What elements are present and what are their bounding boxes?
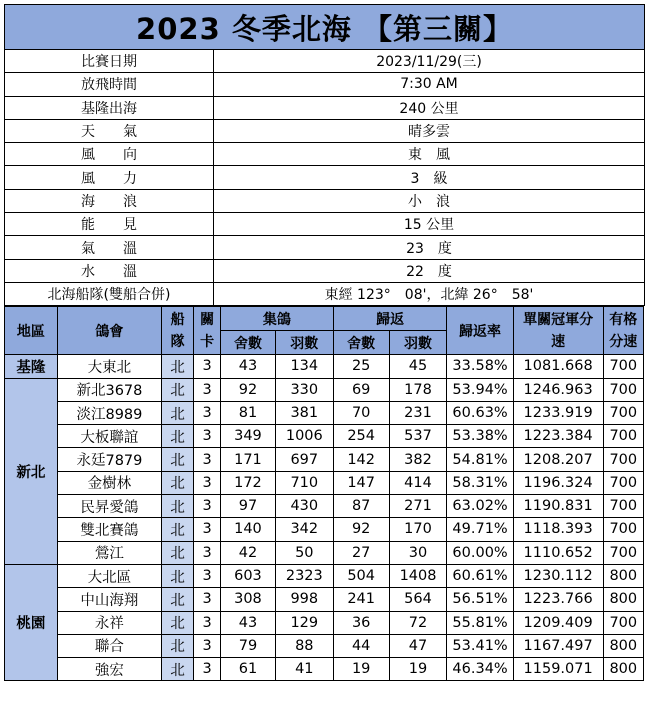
club-name: 雙北賽鴿: [57, 518, 161, 541]
champion-speed-cell: 1167.497: [513, 634, 603, 657]
champion-speed-cell: 1246.963: [513, 378, 603, 401]
info-row: [5, 189, 645, 212]
gate-cell: 3: [194, 495, 221, 518]
qualifying-speed-cell: 700: [603, 355, 643, 378]
lofts-cell: 349: [221, 425, 276, 448]
return-rate-cell: 53.38%: [447, 425, 513, 448]
info-label: 天 氣: [5, 119, 214, 142]
boat-cell: 北: [162, 448, 194, 471]
birds-cell: 88: [275, 634, 333, 657]
returned-birds-cell: 19: [389, 658, 447, 681]
gate-cell: 3: [194, 564, 221, 587]
returned-lofts-cell: 25: [333, 355, 389, 378]
boat-cell: 北: [162, 564, 194, 587]
header-returned: 歸返: [333, 307, 447, 331]
returned-birds-cell: 231: [389, 401, 447, 424]
qualifying-speed-cell: 700: [603, 448, 643, 471]
returned-birds-cell: 271: [389, 495, 447, 518]
boat-cell: 北: [162, 634, 194, 657]
gate-cell: 3: [194, 634, 221, 657]
returned-lofts-cell: 27: [333, 541, 389, 564]
table-row: [5, 564, 644, 587]
champion-speed-cell: 1223.766: [513, 588, 603, 611]
return-rate-cell: 55.81%: [447, 611, 513, 634]
returned-lofts-cell: 70: [333, 401, 389, 424]
lofts-cell: 81: [221, 401, 276, 424]
header-returned-lofts: 舍數: [333, 331, 389, 355]
info-label: 北海船隊(雙船合併): [5, 282, 214, 305]
club-name: 永祥: [57, 611, 161, 634]
boat-cell: 北: [162, 611, 194, 634]
lofts-cell: 42: [221, 541, 276, 564]
lofts-cell: 603: [221, 564, 276, 587]
birds-cell: 430: [275, 495, 333, 518]
table-row: [5, 634, 644, 657]
qualifying-speed-cell: 700: [603, 541, 643, 564]
return-rate-cell: 53.41%: [447, 634, 513, 657]
returned-lofts-cell: 142: [333, 448, 389, 471]
info-value: 3 級: [214, 166, 645, 189]
qualifying-speed-cell: 700: [603, 611, 643, 634]
info-label: 比賽日期: [5, 50, 214, 73]
table-row: [5, 425, 644, 448]
club-name: 淡江8989: [57, 401, 161, 424]
table-row: [5, 588, 644, 611]
lofts-cell: 140: [221, 518, 276, 541]
info-row: [5, 73, 645, 96]
return-rate-cell: 56.51%: [447, 588, 513, 611]
info-row: [5, 119, 645, 142]
returned-lofts-cell: 92: [333, 518, 389, 541]
returned-birds-cell: 178: [389, 378, 447, 401]
boat-cell: 北: [162, 518, 194, 541]
boat-cell: 北: [162, 355, 194, 378]
lofts-cell: 308: [221, 588, 276, 611]
return-rate-cell: 46.34%: [447, 658, 513, 681]
info-label: 風 向: [5, 143, 214, 166]
boat-cell: 北: [162, 495, 194, 518]
info-label: 海 浪: [5, 189, 214, 212]
info-label: 能 見: [5, 213, 214, 236]
header-region: 地區: [5, 307, 58, 355]
club-name: 金樹林: [57, 471, 161, 494]
return-rate-cell: 33.58%: [447, 355, 513, 378]
returned-birds-cell: 30: [389, 541, 447, 564]
info-row: [5, 259, 645, 282]
champion-speed-cell: 1233.919: [513, 401, 603, 424]
gate-cell: 3: [194, 425, 221, 448]
lofts-cell: 97: [221, 495, 276, 518]
table-row: [5, 518, 644, 541]
club-name: 永廷7879: [57, 448, 161, 471]
gate-cell: 3: [194, 518, 221, 541]
table-row: [5, 541, 644, 564]
birds-cell: 129: [275, 611, 333, 634]
return-rate-cell: 49.71%: [447, 518, 513, 541]
info-row: [5, 143, 645, 166]
return-rate-cell: 63.02%: [447, 495, 513, 518]
header-club: 鴿會: [57, 307, 161, 355]
returned-lofts-cell: 241: [333, 588, 389, 611]
birds-cell: 330: [275, 378, 333, 401]
info-value: 2023/11/29(三): [214, 50, 645, 73]
boat-cell: 北: [162, 425, 194, 448]
birds-cell: 998: [275, 588, 333, 611]
club-name: 民昇愛鴿: [57, 495, 161, 518]
returned-lofts-cell: 147: [333, 471, 389, 494]
info-label: 氣 溫: [5, 236, 214, 259]
returned-birds-cell: 1408: [389, 564, 447, 587]
info-value: 240 公里: [214, 96, 645, 119]
info-label: 風 力: [5, 166, 214, 189]
club-name: 大東北: [57, 355, 161, 378]
gate-cell: 3: [194, 378, 221, 401]
return-rate-cell: 58.31%: [447, 471, 513, 494]
lofts-cell: 43: [221, 355, 276, 378]
info-row: [5, 213, 645, 236]
birds-cell: 381: [275, 401, 333, 424]
return-rate-cell: 60.61%: [447, 564, 513, 587]
qualifying-speed-cell: 800: [603, 658, 643, 681]
header-gate: 關卡: [194, 307, 221, 355]
club-name: 聯合: [57, 634, 161, 657]
club-name: 大北區: [57, 564, 161, 587]
champion-speed-cell: 1223.384: [513, 425, 603, 448]
table-row: [5, 471, 644, 494]
qualifying-speed-cell: 800: [603, 634, 643, 657]
info-value: 23 度: [214, 236, 645, 259]
club-name: 大板聯誼: [57, 425, 161, 448]
table-row: [5, 355, 644, 378]
results-table: [4, 306, 644, 681]
returned-birds-cell: 564: [389, 588, 447, 611]
birds-cell: 1006: [275, 425, 333, 448]
birds-cell: 50: [275, 541, 333, 564]
header-lofts: 舍數: [221, 331, 276, 355]
returned-birds-cell: 382: [389, 448, 447, 471]
return-rate-cell: 60.00%: [447, 541, 513, 564]
results-body: [5, 355, 644, 681]
boat-cell: 北: [162, 588, 194, 611]
info-value: 小 浪: [214, 189, 645, 212]
return-rate-cell: 53.94%: [447, 378, 513, 401]
club-name: 強宏: [57, 658, 161, 681]
boat-cell: 北: [162, 471, 194, 494]
race-results-sheet: [4, 4, 644, 681]
returned-birds-cell: 414: [389, 471, 447, 494]
returned-lofts-cell: 19: [333, 658, 389, 681]
champion-speed-cell: 1190.831: [513, 495, 603, 518]
gate-cell: 3: [194, 401, 221, 424]
champion-speed-cell: 1110.652: [513, 541, 603, 564]
lofts-cell: 171: [221, 448, 276, 471]
returned-birds-cell: 45: [389, 355, 447, 378]
qualifying-speed-cell: 700: [603, 425, 643, 448]
returned-birds-cell: 72: [389, 611, 447, 634]
info-label: 水 溫: [5, 259, 214, 282]
champion-speed-cell: 1159.071: [513, 658, 603, 681]
champion-speed-cell: 1118.393: [513, 518, 603, 541]
champion-speed-cell: 1209.409: [513, 611, 603, 634]
boat-cell: 北: [162, 401, 194, 424]
returned-birds-cell: 537: [389, 425, 447, 448]
boat-cell: 北: [162, 658, 194, 681]
gate-cell: 3: [194, 448, 221, 471]
race-info-list: [5, 50, 645, 306]
table-row: [5, 448, 644, 471]
gate-cell: 3: [194, 611, 221, 634]
region-cell: 桃園: [5, 564, 58, 680]
info-row: [5, 166, 645, 189]
table-row: [5, 378, 644, 401]
info-row: [5, 236, 645, 259]
lofts-cell: 61: [221, 658, 276, 681]
info-value: 晴多雲: [214, 119, 645, 142]
results-header: [5, 307, 644, 355]
info-value: 22 度: [214, 259, 645, 282]
birds-cell: 134: [275, 355, 333, 378]
gate-cell: 3: [194, 355, 221, 378]
gate-cell: 3: [194, 658, 221, 681]
returned-lofts-cell: 36: [333, 611, 389, 634]
boat-cell: 北: [162, 378, 194, 401]
info-row: [5, 50, 645, 73]
table-row: [5, 611, 644, 634]
gate-cell: 3: [194, 471, 221, 494]
info-value: 7:30 AM: [214, 73, 645, 96]
qualifying-speed-cell: 700: [603, 378, 643, 401]
info-row: [5, 282, 645, 305]
returned-lofts-cell: 44: [333, 634, 389, 657]
birds-cell: 41: [275, 658, 333, 681]
birds-cell: 2323: [275, 564, 333, 587]
champion-speed-cell: 1081.668: [513, 355, 603, 378]
info-table: [4, 4, 645, 306]
table-row: [5, 401, 644, 424]
champion-speed-cell: 1230.112: [513, 564, 603, 587]
info-value: 東經 123° 08'，北緯 26° 58': [214, 282, 645, 305]
qualifying-speed-cell: 700: [603, 471, 643, 494]
qualifying-speed-cell: 700: [603, 401, 643, 424]
champion-speed-cell: 1208.207: [513, 448, 603, 471]
returned-lofts-cell: 87: [333, 495, 389, 518]
lofts-cell: 172: [221, 471, 276, 494]
header-returned-birds: 羽數: [389, 331, 447, 355]
qualifying-speed-cell: 700: [603, 495, 643, 518]
club-name: 新北3678: [57, 378, 161, 401]
info-value: 東 風: [214, 143, 645, 166]
return-rate-cell: 60.63%: [447, 401, 513, 424]
info-value: 15 公里: [214, 213, 645, 236]
birds-cell: 697: [275, 448, 333, 471]
table-row: [5, 658, 644, 681]
qualifying-speed-cell: 800: [603, 564, 643, 587]
qualifying-speed-cell: 700: [603, 518, 643, 541]
header-return-rate: 歸返率: [447, 307, 513, 355]
birds-cell: 342: [275, 518, 333, 541]
region-cell: 新北: [5, 378, 58, 564]
birds-cell: 710: [275, 471, 333, 494]
gate-cell: 3: [194, 588, 221, 611]
lofts-cell: 92: [221, 378, 276, 401]
champion-speed-cell: 1196.324: [513, 471, 603, 494]
page-title: 2023 冬季北海 【第三關】: [5, 5, 645, 50]
lofts-cell: 43: [221, 611, 276, 634]
table-row: [5, 495, 644, 518]
header-qualifying-speed: 有格分速: [603, 307, 643, 355]
gate-cell: 3: [194, 541, 221, 564]
returned-lofts-cell: 504: [333, 564, 389, 587]
header-champion-speed: 單關冠軍分速: [513, 307, 603, 355]
header-collected: 集鴿: [221, 307, 334, 331]
header-boat: 船隊: [162, 307, 194, 355]
info-label: 基隆出海: [5, 96, 214, 119]
returned-lofts-cell: 254: [333, 425, 389, 448]
info-row: [5, 96, 645, 119]
header-birds: 羽數: [275, 331, 333, 355]
lofts-cell: 79: [221, 634, 276, 657]
returned-birds-cell: 170: [389, 518, 447, 541]
return-rate-cell: 54.81%: [447, 448, 513, 471]
returned-lofts-cell: 69: [333, 378, 389, 401]
qualifying-speed-cell: 800: [603, 588, 643, 611]
boat-cell: 北: [162, 541, 194, 564]
club-name: 中山海翔: [57, 588, 161, 611]
region-cell: 基隆: [5, 355, 58, 378]
returned-birds-cell: 47: [389, 634, 447, 657]
club-name: 鶯江: [57, 541, 161, 564]
info-label: 放飛時間: [5, 73, 214, 96]
